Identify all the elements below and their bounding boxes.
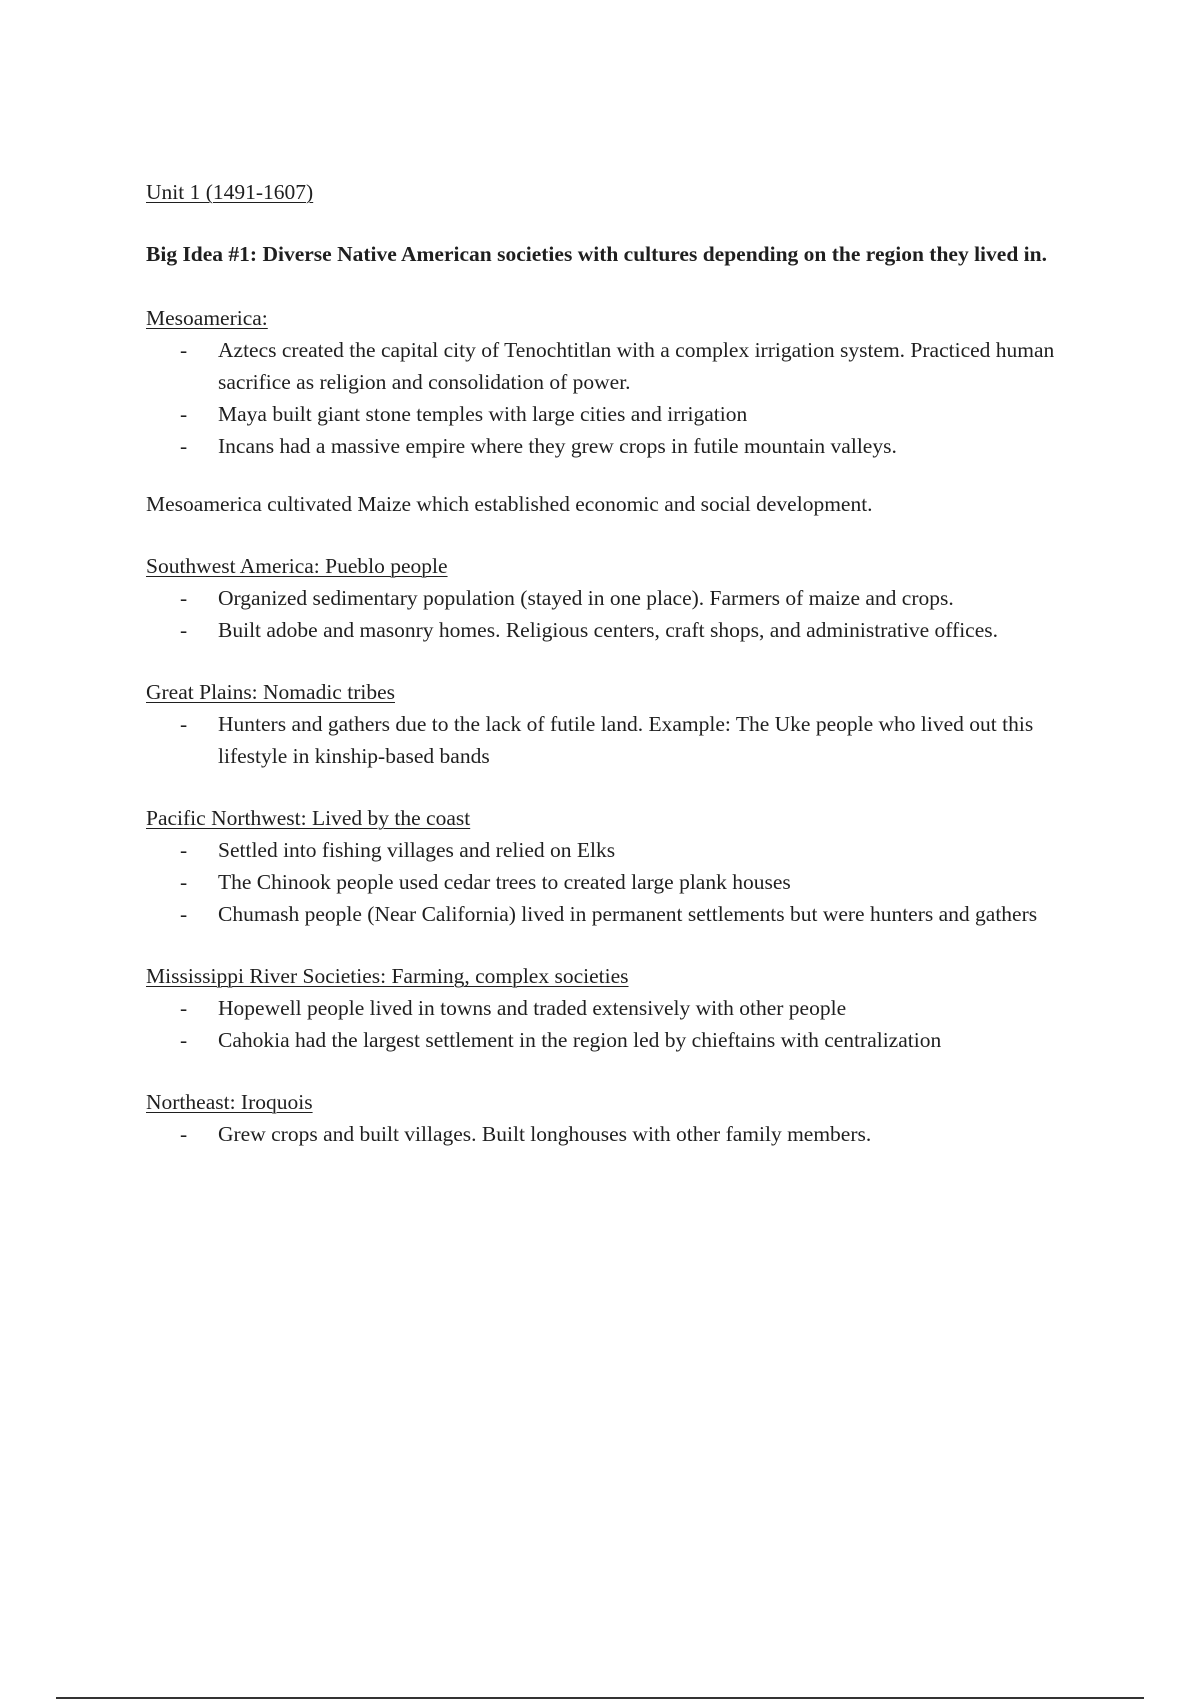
list-item: [146, 1118, 1086, 1150]
list-item: [146, 614, 1086, 646]
unit-title-text: Unit 1 (1491-1607): [146, 180, 314, 204]
section-heading-text: Pacific Northwest: Lived by the coast: [146, 806, 471, 830]
list-item-text: Built adobe and masonry homes. Religious centers, craft shops, and administrative offices.: [218, 618, 998, 642]
section-mississippi: [146, 960, 1086, 1056]
list-item-text: Maya built giant stone temples with large cities and irrigation: [218, 402, 748, 426]
section-southwest: [146, 550, 1086, 646]
list-item: [146, 1024, 1086, 1056]
bullet-dash: -: [180, 1028, 188, 1052]
bullet-list: [146, 834, 1086, 930]
section-heading-text: Mesoamerica:: [146, 306, 268, 330]
list-item: [146, 334, 1086, 398]
section-heading-text: Mississippi River Societies: Farming, complex societies: [146, 964, 629, 988]
list-item-text: Organized sedimentary population (stayed in one place). Farmers of maize and crops.: [218, 586, 954, 610]
bullet-dash: -: [180, 838, 188, 862]
section-heading-text: Southwest America: Pueblo people: [146, 554, 448, 578]
section-heading-text: Great Plains: Nomadic tribes: [146, 680, 395, 704]
bullet-dash: -: [180, 434, 188, 458]
list-item: [146, 398, 1086, 430]
section-heading: [146, 676, 1086, 708]
list-item-text: Hunters and gathers due to the lack of futile land. Example: The Uke people who lived out this lifestyle in kinship-based bands: [218, 712, 1034, 768]
section-heading: [146, 802, 1086, 834]
list-item: [146, 898, 1086, 930]
bullet-dash: -: [180, 996, 188, 1020]
bullet-dash: -: [180, 1122, 188, 1146]
bullet-dash: -: [180, 712, 188, 736]
list-item: [146, 582, 1086, 614]
bullet-dash: -: [180, 586, 188, 610]
bullet-list: [146, 708, 1086, 772]
list-item: [146, 866, 1086, 898]
list-item-text: Aztecs created the capital city of Tenochtitlan with a complex irrigation system. Practiced human sacrifice as religion and consolidation of power.: [218, 338, 1055, 394]
bullet-list: [146, 334, 1086, 462]
list-item-text: Cahokia had the largest settlement in the region led by chieftains with centralization: [218, 1028, 942, 1052]
section-northeast: [146, 1086, 1086, 1150]
list-item-text: Settled into fishing villages and relied on Elks: [218, 838, 616, 862]
list-item-text: The Chinook people used cedar trees to created large plank houses: [218, 870, 791, 894]
section-heading: [146, 960, 1086, 992]
list-item: [146, 708, 1086, 772]
unit-title: [146, 176, 1086, 208]
list-item: [146, 834, 1086, 866]
maize-paragraph: Mesoamerica cultivated Maize which established economic and social development.: [146, 492, 873, 516]
list-item: [146, 430, 1086, 462]
section-heading-text: Northeast: Iroquois: [146, 1090, 313, 1114]
section-heading: [146, 302, 1086, 334]
bullet-dash: -: [180, 402, 188, 426]
section-heading: [146, 550, 1086, 582]
bullet-list: [146, 582, 1086, 646]
bullet-dash: -: [180, 338, 188, 362]
bullet-dash: -: [180, 870, 188, 894]
list-item-text: Incans had a massive empire where they grew crops in futile mountain valleys.: [218, 434, 897, 458]
list-item-text: Hopewell people lived in towns and traded extensively with other people: [218, 996, 847, 1020]
list-item: [146, 992, 1086, 1024]
page-bottom-rule: [56, 1697, 1144, 1699]
list-item-text: Chumash people (Near California) lived in permanent settlements but were hunters and gathers: [218, 902, 1038, 926]
bullet-list: [146, 1118, 1086, 1150]
document-page: [146, 176, 1086, 1180]
section-heading: [146, 1086, 1086, 1118]
bullet-dash: -: [180, 902, 188, 926]
bullet-dash: -: [180, 618, 188, 642]
section-great-plains: [146, 676, 1086, 772]
section-mesoamerica: [146, 302, 1086, 462]
section-pacific-northwest: [146, 802, 1086, 930]
big-idea-heading: Big Idea #1: Diverse Native American societies with cultures depending on the region they lived in.: [146, 242, 1047, 266]
bullet-list: [146, 992, 1086, 1056]
list-item-text: Grew crops and built villages. Built longhouses with other family members.: [218, 1122, 872, 1146]
